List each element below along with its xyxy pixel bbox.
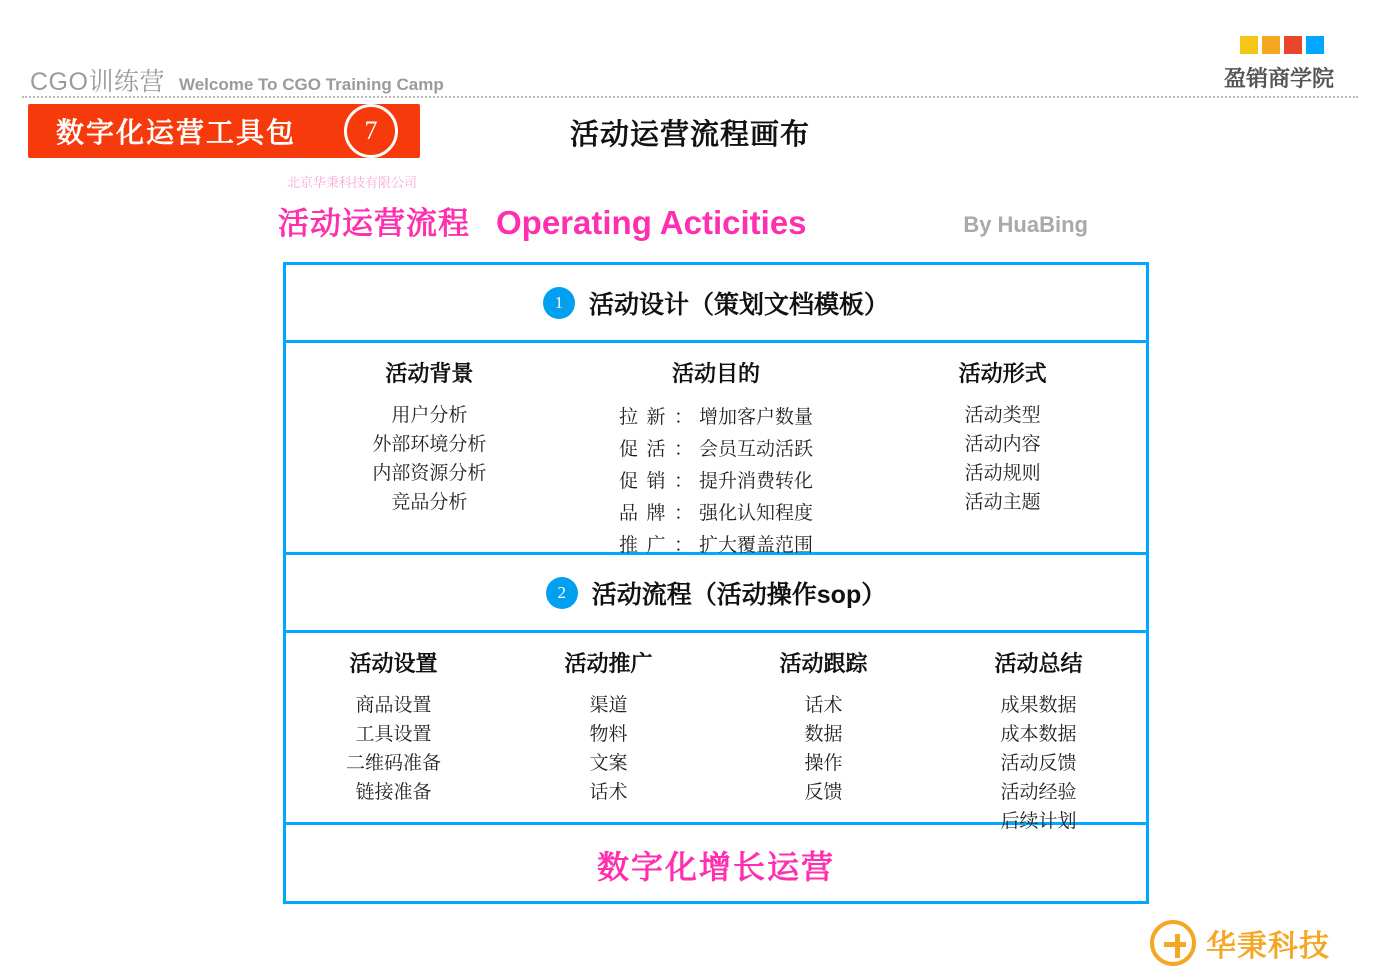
pair-value: 提升消费转化 — [699, 470, 814, 492]
section-heading — [278, 198, 807, 243]
brand-logo-squares — [1240, 36, 1324, 54]
pair-key: 促活： — [619, 438, 693, 460]
column-activity-purpose — [573, 357, 860, 556]
section-2-columns — [286, 633, 1146, 832]
list-item: 操作 — [804, 752, 843, 774]
list-item: 成本数据 — [1000, 723, 1077, 745]
page-title: 活动运营流程画布 — [569, 119, 810, 151]
pair-value: 扩大覆盖范围 — [699, 534, 814, 556]
logo-square-1 — [1240, 36, 1258, 54]
column-header: 活动总结 — [994, 651, 1083, 676]
column-header: 活动推广 — [564, 651, 653, 676]
pair-value: 会员互动活跃 — [699, 438, 814, 460]
byline: By HuaBing — [963, 212, 1088, 237]
header-divider — [22, 96, 1358, 98]
academy-name: 盈销商学院 — [1223, 66, 1334, 91]
canvas-footer — [286, 825, 1146, 905]
pair-key: 品牌： — [619, 502, 693, 524]
list-item: 用户分析 — [391, 405, 468, 426]
pair-value: 强化认知程度 — [699, 502, 814, 524]
toolkit-number-badge: 7 — [344, 104, 398, 158]
watermark-label: 华秉科技 — [1206, 930, 1330, 963]
list-item: 活动规则 — [964, 462, 1041, 484]
section-2-number: 2 — [546, 577, 578, 609]
list-item — [619, 434, 813, 466]
company-name: 北京华秉科技有限公司 — [287, 175, 418, 190]
list-item: 话术 — [804, 695, 843, 716]
list-item: 数据 — [804, 723, 843, 745]
logo-square-3 — [1284, 36, 1302, 54]
list-item — [619, 498, 813, 530]
list-item: 工具设置 — [355, 723, 432, 745]
pair-key: 促销： — [619, 470, 693, 492]
list-item: 外部环境分析 — [372, 433, 487, 455]
pair-key: 拉新： — [619, 407, 693, 428]
list-item — [619, 530, 813, 562]
column-activity-tracking — [716, 647, 931, 814]
section-1-band — [286, 265, 1146, 343]
section-1-number: 1 — [543, 287, 575, 319]
brand-name-en: Welcome To CGO Training Camp — [178, 75, 444, 94]
list-item: 成果数据 — [1000, 695, 1077, 716]
pair-key: 推广： — [619, 534, 693, 556]
list-item: 活动主题 — [964, 491, 1041, 513]
list-item: 后续计划 — [1000, 810, 1077, 832]
list-item: 内部资源分析 — [372, 462, 487, 484]
section-heading-cn: 活动运营流程 — [278, 206, 470, 241]
list-item: 竞品分析 — [391, 491, 468, 513]
list-item: 话术 — [589, 781, 628, 803]
logo-square-2 — [1262, 36, 1280, 54]
column-activity-background — [286, 357, 573, 544]
list-item: 商品设置 — [355, 695, 432, 716]
list-item: 二维码准备 — [345, 752, 441, 774]
column-header: 活动目的 — [672, 361, 761, 386]
list-item: 活动经验 — [1000, 781, 1077, 803]
column-activity-promotion — [501, 647, 716, 814]
brand-name-cn: CGO训练营 — [30, 68, 165, 96]
section-2-title: 活动流程（活动操作sop） — [591, 580, 887, 609]
list-item: 活动类型 — [964, 405, 1041, 426]
list-item — [619, 402, 813, 434]
column-header: 活动背景 — [385, 361, 474, 386]
section-1-columns — [286, 343, 1146, 555]
list-item — [619, 466, 813, 498]
column-header: 活动形式 — [958, 361, 1047, 386]
column-activity-format — [859, 357, 1146, 544]
logo-square-4 — [1306, 36, 1324, 54]
watermark — [1150, 920, 1330, 966]
company-logo-icon — [1150, 920, 1196, 966]
list-item: 反馈 — [804, 781, 843, 803]
list-item: 活动内容 — [964, 433, 1041, 455]
column-header: 活动跟踪 — [779, 651, 868, 676]
list-item: 物料 — [589, 723, 628, 745]
canvas-footer-label: 数字化增长运营 — [596, 849, 835, 885]
list-item: 文案 — [589, 752, 628, 774]
section-1-title: 活动设计（策划文档模板） — [588, 290, 889, 319]
column-activity-summary — [931, 647, 1146, 832]
list-item: 活动反馈 — [1000, 752, 1077, 774]
list-item: 链接准备 — [355, 781, 432, 803]
brand-left — [30, 62, 444, 98]
list-item: 渠道 — [589, 695, 628, 716]
section-heading-en: Operating Acticities — [496, 204, 807, 241]
pair-value: 增加客户数量 — [699, 407, 814, 428]
toolkit-title-label: 数字化运营工具包 — [56, 117, 297, 148]
column-header: 活动设置 — [349, 651, 438, 676]
section-2-band — [286, 555, 1146, 633]
process-canvas — [283, 262, 1149, 904]
column-activity-setup — [286, 647, 501, 814]
